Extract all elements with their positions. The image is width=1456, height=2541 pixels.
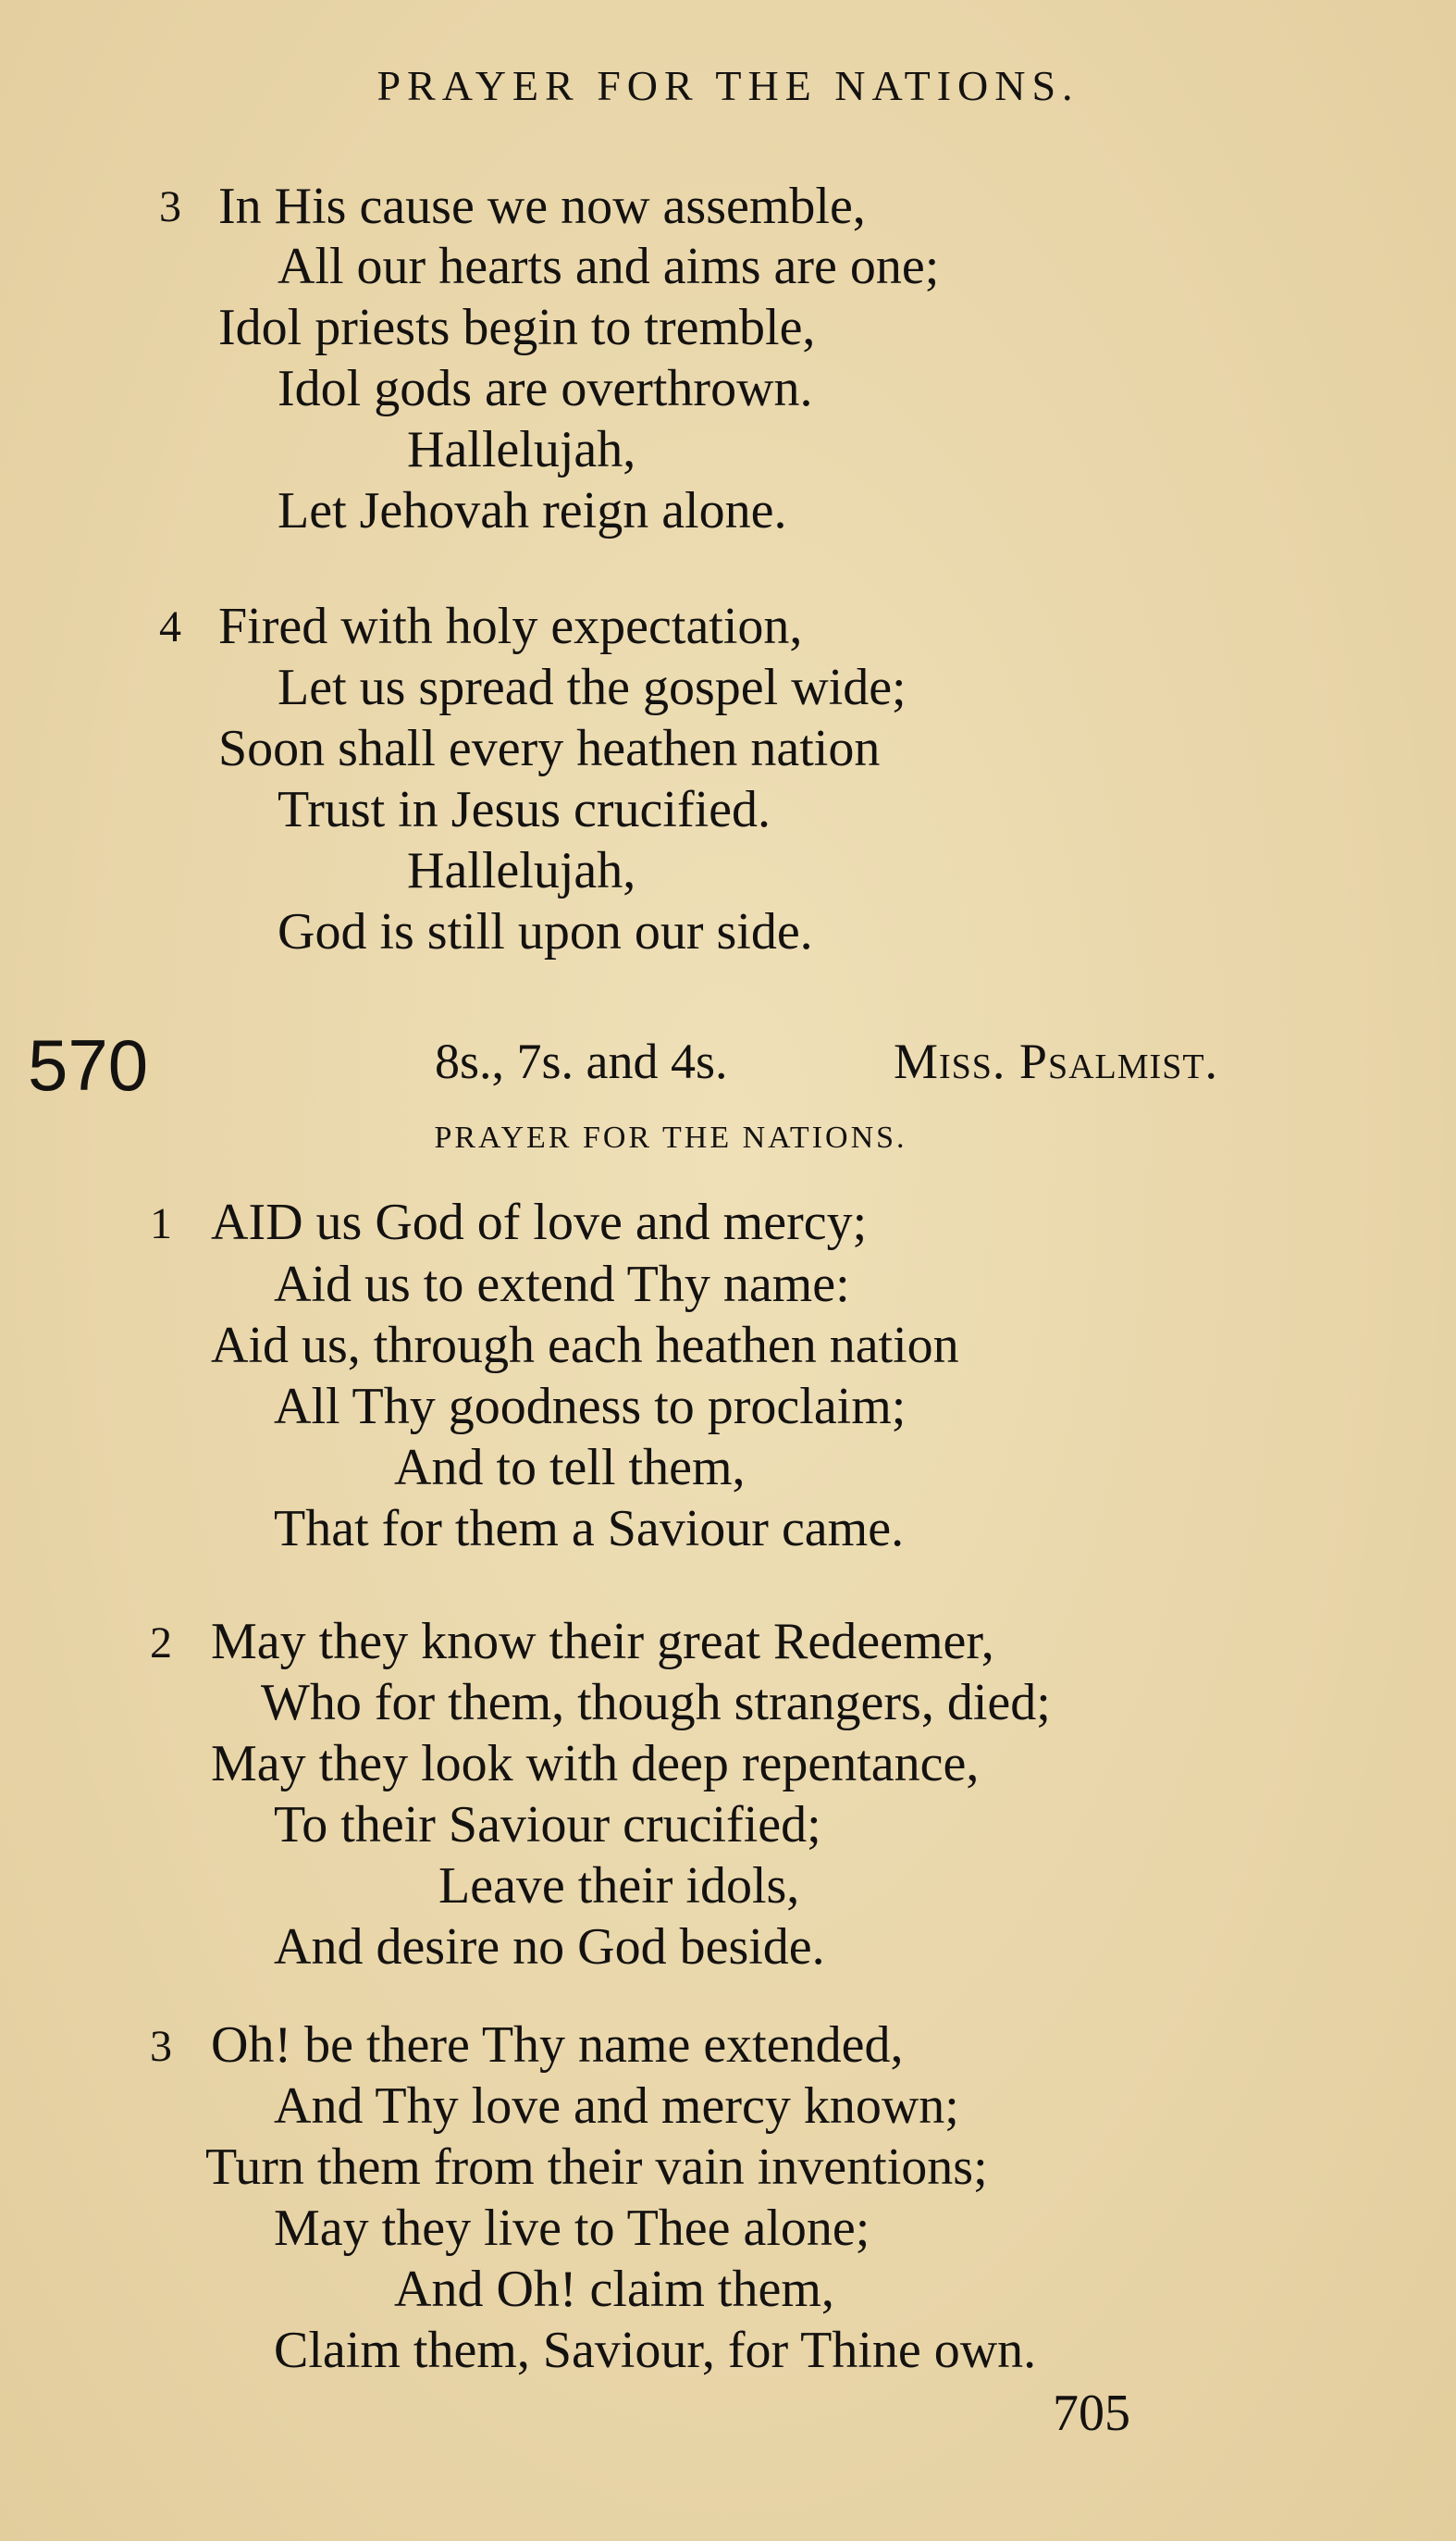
verse-line: Let us spread the gospel wide; xyxy=(278,659,907,716)
verse-line: All our hearts and aims are one; xyxy=(278,238,940,295)
verse-number: 1 xyxy=(150,1199,172,1248)
verse-line: Idol priests begin to tremble, xyxy=(218,299,816,356)
verse-line: Turn them from their vain inventions; xyxy=(205,2138,988,2196)
verse-line: Hallelujah, xyxy=(407,842,636,899)
verse-line: May they know their great Redeemer, xyxy=(211,1613,994,1670)
running-head: PRAYER FOR THE NATIONS. xyxy=(376,62,1080,109)
verse-line: Idol gods are overthrown. xyxy=(278,360,813,417)
verse-line: AID us God of love and mercy; xyxy=(211,1194,868,1251)
verse-number: 2 xyxy=(150,1618,172,1667)
verse-line: Leave their idols, xyxy=(438,1857,800,1915)
verse-line: Aid us, through each heathen nation xyxy=(211,1317,959,1374)
verse-line: And to tell them, xyxy=(394,1439,746,1496)
verse-line: Claim them, Saviour, for Thine own. xyxy=(274,2322,1037,2379)
verse-line: And Thy love and mercy known; xyxy=(274,2077,959,2135)
verse-line: To their Saviour crucified; xyxy=(274,1796,821,1853)
verse-number: 3 xyxy=(150,2022,172,2071)
verse-line: Hallelujah, xyxy=(407,421,636,478)
hymn-source: Miss. Psalmist. xyxy=(894,1034,1219,1089)
verse-line: And Oh! claim them, xyxy=(394,2261,834,2318)
verse-line: Soon shall every heathen nation xyxy=(218,720,881,777)
verse-number: 4 xyxy=(159,602,181,651)
verse-line: Oh! be there Thy name extended, xyxy=(211,2016,904,2074)
verse-line: Let Jehovah reign alone. xyxy=(278,482,787,539)
verse-line: And desire no God beside. xyxy=(274,1918,825,1976)
verse-number: 3 xyxy=(159,182,181,231)
verse-line: May they live to Thee alone; xyxy=(274,2200,870,2257)
hymn-title: PRAYER FOR THE NATIONS. xyxy=(434,1121,907,1155)
verse-line: May they look with deep repentance, xyxy=(211,1735,980,1792)
verse-line: Aid us to extend Thy name: xyxy=(274,1256,850,1313)
verse-line: God is still upon our side. xyxy=(278,903,813,961)
verse-line: Trust in Jesus crucified. xyxy=(278,781,771,838)
verse-line: That for them a Saviour came. xyxy=(274,1500,905,1557)
verse-line: All Thy goodness to proclaim; xyxy=(274,1378,907,1435)
hymn-meter: 8s., 7s. and 4s. xyxy=(435,1034,728,1089)
verse-line: Who for them, though strangers, died; xyxy=(261,1674,1051,1731)
hymn-number: 570 xyxy=(28,1024,149,1106)
verse-line: Fired with holy expectation, xyxy=(218,598,803,655)
verse-line: In His cause we now assemble, xyxy=(218,178,866,235)
page-number: 705 xyxy=(1053,2385,1130,2442)
